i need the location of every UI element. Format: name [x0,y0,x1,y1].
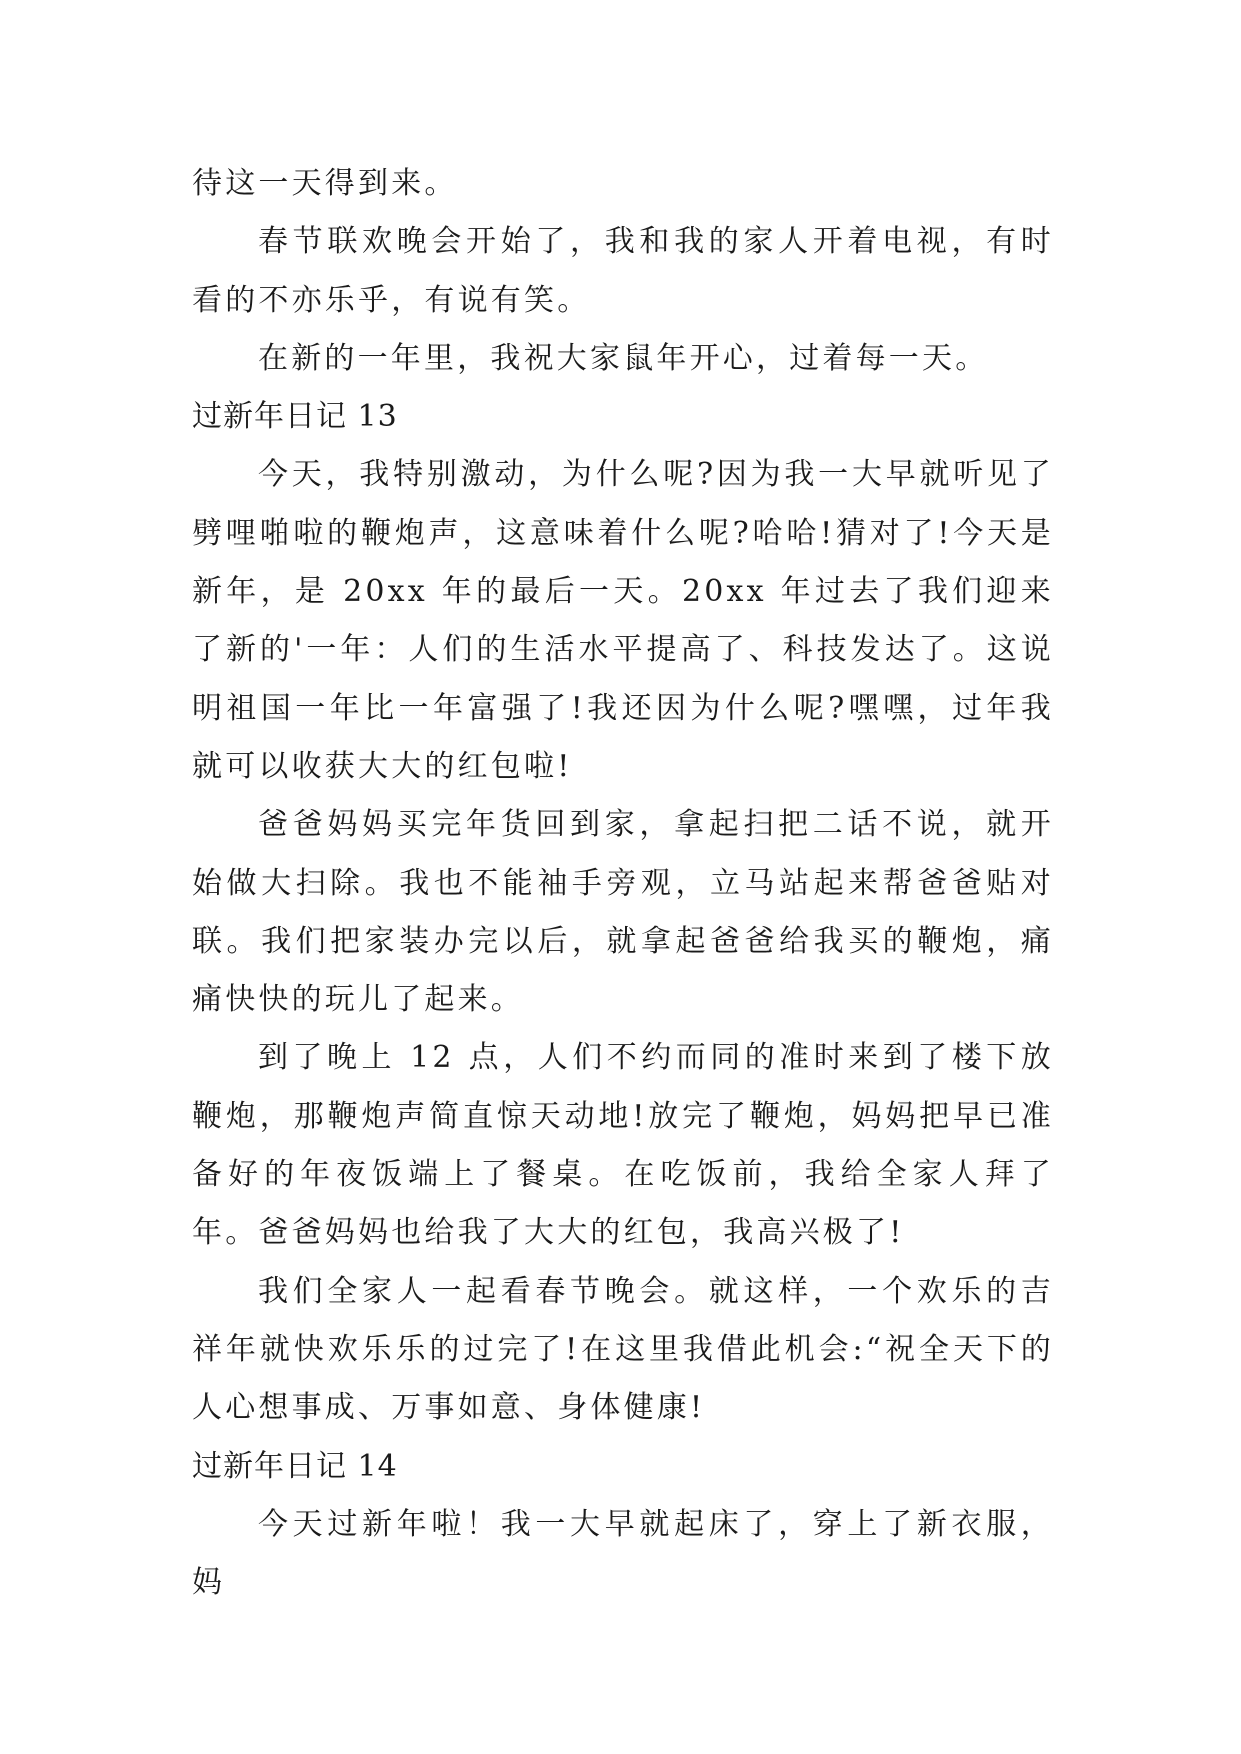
section-heading: 过新年日记 14 [192,1448,398,1484]
section-heading: 过新年日记 13 [192,399,398,435]
paragraph: 今天，我特别激动，为什么呢?因为我一大早就听见了劈哩啪啦的鞭炮声，这意味着什么呢?哈哈!猜对了!今天是新年，是 20xx 年的最后一天。20xx 年过去了我们迎来了新的'一年：人们的生活水平提高了、科技发达了。这说明祖国一年比一年富强了!我还因为什么呢?嘿嘿，过年我就可以收获大大的红包啦! [192,457,1054,784]
paragraph: 到了晚上 12 点，人们不约而同的准时来到了楼下放鞭炮，那鞭炮声简直惊天动地!放完了鞭炮，妈妈把早已准备好的年夜饭端上了餐桌。在吃饭前，我给全家人拜了年。爸爸妈妈也给我了大大的红包，我高兴极了! [192,1040,1054,1251]
paragraph: 春节联欢晚会开始了，我和我的家人开着电视，有时看的不亦乐乎，有说有笑。 [192,224,1054,318]
paragraph: 我们全家人一起看春节晚会。就这样，一个欢乐的吉祥年就快欢乐乐的过完了!在这里我借此机会:“祝全天下的人心想事成、万事如意、身体健康! [192,1273,1054,1426]
paragraph: 爸爸妈妈买完年货回到家，拿起扫把二话不说，就开始做大扫除。我也不能袖手旁观，立马站起来帮爸爸贴对联。我们把家装办完以后，就拿起爸爸给我买的鞭炮，痛痛快快的玩儿了起来。 [192,807,1054,1018]
paragraph: 待这一天得到来。 [192,166,458,201]
paragraph: 在新的一年里，我祝大家鼠年开心，过着每一天。 [258,340,989,376]
paragraph: 今天过新年啦！我一大早就起床了，穿上了新衣服，妈 [192,1506,1054,1601]
document-body [192,155,1054,1612]
